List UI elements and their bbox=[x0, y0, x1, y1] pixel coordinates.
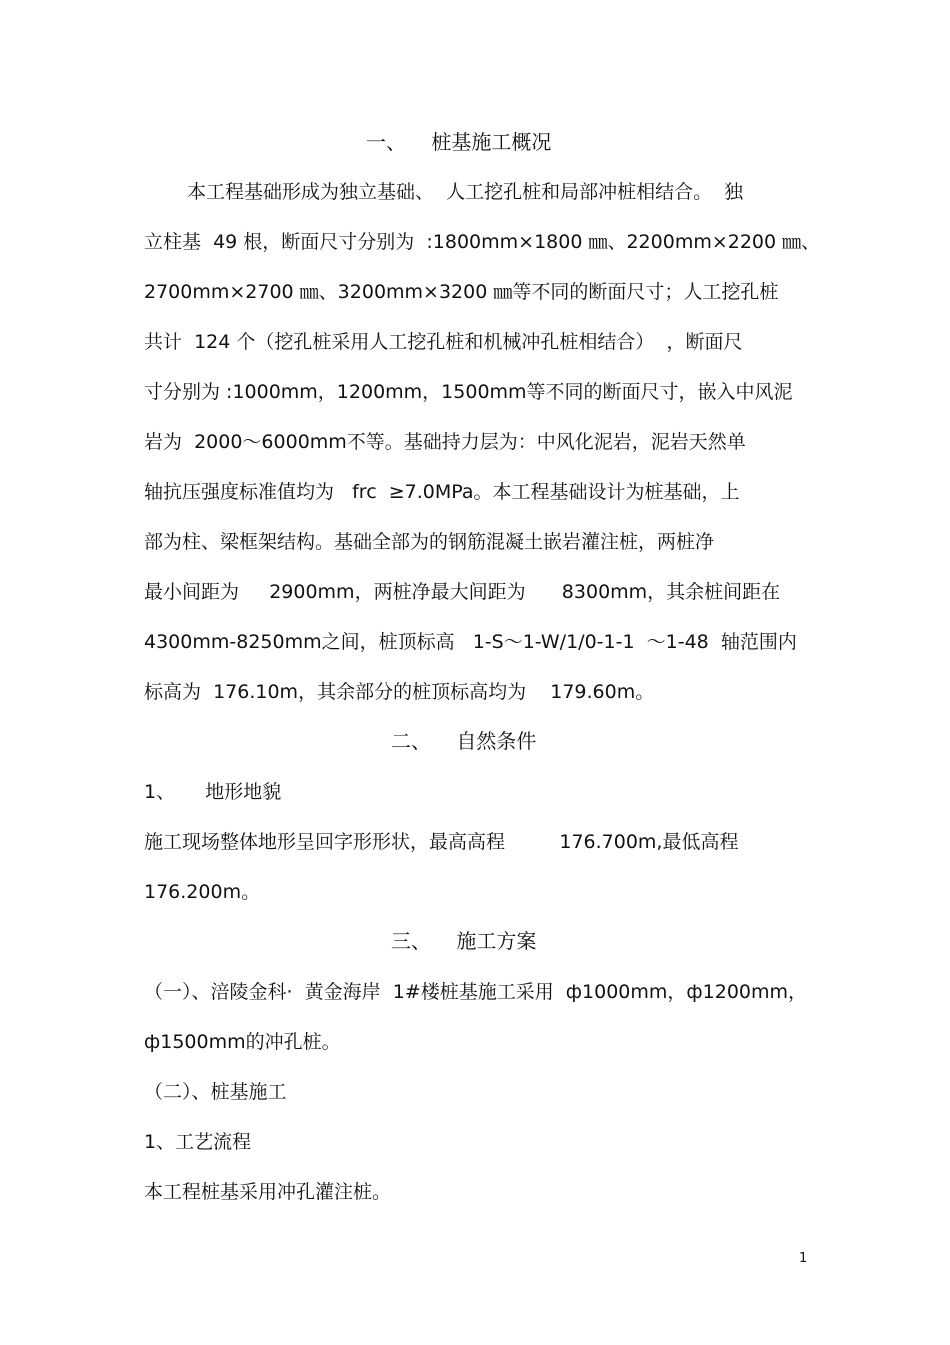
paragraph-line: 立柱基 49 根，断面尺寸分别为 :1800mm×1800 ㎜、2200mm×2200 ㎜、 bbox=[144, 231, 821, 253]
paragraph-line: 本工程基础形成为独立基础、 人工挖孔桩和局部冲桩相结合。 独 bbox=[187, 181, 744, 203]
paragraph-line: 共计 124 个（挖孔桩采用人工挖孔桩和机械冲孔桩相结合） ，断面尺 bbox=[144, 331, 743, 353]
paragraph-line: 2700mm×2700 ㎜、3200mm×3200 ㎜等不同的断面尺寸；人工挖孔桩 bbox=[144, 281, 779, 303]
paragraph-line: 寸分别为 :1000mm，1200mm，1500mm等不同的断面尺寸，嵌入中风泥 bbox=[144, 381, 793, 403]
paragraph-line: 轴抗压强度标准值均为 frc ≥7.0MPa。本工程基础设计为桩基础，上 bbox=[144, 481, 740, 503]
paragraph-line: 本工程桩基采用冲孔灌注桩。 bbox=[144, 1181, 392, 1203]
paragraph-line: 最小间距为 2900mm，两桩净最大间距为 8300mm，其余桩间距在 bbox=[144, 581, 781, 603]
subsection-heading: （二）、桩基施工 bbox=[144, 1081, 287, 1103]
paragraph-line: 部为柱、梁框架结构。基础全部为的钢筋混凝土嵌岩灌注桩，两桩净 bbox=[144, 531, 715, 553]
paragraph-line: 岩为 2000～6000mm不等。基础持力层为：中风化泥岩，泥岩天然单 bbox=[144, 431, 746, 453]
paragraph-line: ф1500mm的冲孔桩。 bbox=[144, 1031, 341, 1053]
section-3-heading: 三、 施工方案 bbox=[391, 929, 537, 953]
paragraph-line: 176.200m。 bbox=[144, 881, 261, 903]
paragraph-line: 施工现场整体地形呈回字形形状，最高高程 176.700m,最低高程 bbox=[144, 831, 739, 853]
paragraph-line: 标高为 176.10m，其余部分的桩顶标高均为 179.60m。 bbox=[144, 681, 655, 703]
subsection-heading: 1、工艺流程 bbox=[144, 1131, 252, 1153]
page-number: 1 bbox=[799, 1251, 808, 1266]
section-1-heading: 一、 桩基施工概况 bbox=[366, 130, 552, 154]
subsection-heading: 1、 地形地貌 bbox=[144, 781, 282, 803]
paragraph-line: （一）、涪陵金科· 黄金海岸 1#楼桩基施工采用 ф1000mm，ф1200mm， bbox=[144, 981, 808, 1003]
section-2-heading: 二、 自然条件 bbox=[391, 729, 537, 753]
paragraph-line: 4300mm-8250mm之间，桩顶标高 1-S～1-W/1/0-1-1 ～1-48 轴范围内 bbox=[144, 631, 797, 653]
